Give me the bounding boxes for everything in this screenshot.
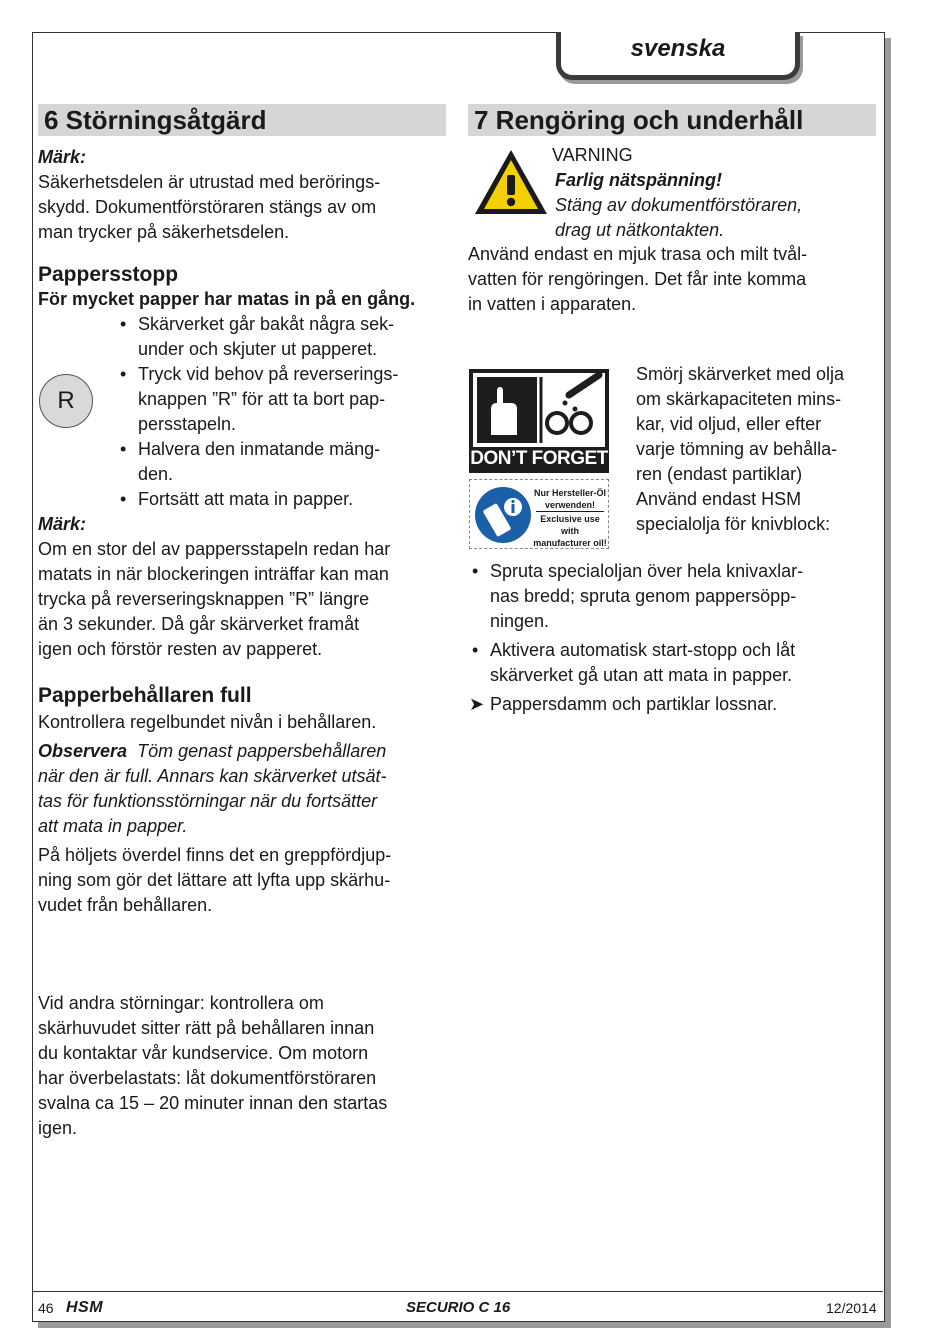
footer-rule [32, 1291, 883, 1292]
result-line: ➤ Pappersdamm och partiklar lossnar. [468, 692, 878, 717]
document-date: 12/2014 [826, 1300, 877, 1316]
note-line: skydd. Dokumentförstöraren stängs av om [38, 197, 377, 217]
lid-line: vudet från behållaren. [38, 895, 213, 915]
reverse-key-icon: R [39, 374, 93, 428]
observe-line: när den är full. Annars kan skärverket utsät- [38, 766, 387, 786]
bin-full-heading: Papperbehållaren full [38, 684, 252, 707]
oil-machine-icon [469, 369, 609, 449]
other-faults-text: Vid andra störningar: kontrollera om skärhuvudet sitter rätt på behållaren innan du kontaktar vår kundservice. Om motorn har överbelastats: låt dokumentförstöraren svalna ca 15 – 20 minuter innan den startas igen. [38, 993, 388, 1138]
lid-line: På höljets överdel finns det en greppfördjup- [38, 845, 392, 865]
note-line: man trycker på säkerhetsdelen. [38, 222, 290, 242]
warning-block [552, 143, 872, 243]
list-item: • Skärverket går bakåt några sek- under och skjuter ut papperet. [116, 312, 458, 362]
observe-label: Observera [38, 741, 128, 761]
paper-jam-steps [116, 312, 458, 512]
oil-info-sign [469, 479, 609, 549]
dont-forget-label: DON’T FORGET [470, 448, 608, 469]
warning-line: drag ut nätkontakten. [555, 220, 725, 240]
paper-jam-heading: Pappersstopp [38, 263, 179, 286]
arrow-right-icon: ➤ [469, 694, 485, 714]
note-line: matats in när blockeringen inträffar kan man [38, 564, 389, 584]
list-item: • Aktivera automatisk start-stopp och låt skärverket gå utan att mata in papper. [468, 638, 878, 688]
section-6-column [38, 145, 458, 918]
oil-step-list [468, 559, 878, 688]
dont-forget-sign [469, 369, 609, 473]
note-line: än 3 sekunder. Då går skärverket framåt [38, 614, 360, 634]
note-line: igen och förstör resten av papperet. [38, 639, 323, 659]
warning-triangle-icon [472, 147, 550, 217]
list-item: • Halvera den inmatande mäng- den. [116, 437, 458, 487]
brand-logo: HSM [66, 1299, 104, 1316]
bin-full-text: Kontrollera regelbundet nivån i behållaren. [38, 712, 377, 732]
observe-line: tas för funktionsstörningar när du fortsätter [38, 791, 378, 811]
observe-line: Observera Töm genast pappersbehållaren [38, 741, 387, 761]
cleaning-text: Använd endast en mjuk trasa och milt tvål- vatten för rengöringen. Det får inte komma in vatten i apparaten. [468, 244, 808, 314]
warning-subtitle: Farlig nätspänning! [555, 170, 723, 190]
warning-title: VARNING [552, 145, 633, 165]
list-item: • Spruta specialoljan över hela knivaxlar- nas bredd; spruta genom pappersöpp- ningen. [468, 559, 878, 634]
language-tab: svenska [556, 32, 800, 80]
note-line: Om en stor del av pappersstapeln redan har [38, 539, 391, 559]
note-label: Märk: [38, 514, 87, 534]
info-oil-icon [473, 485, 533, 545]
paper-jam-intro: För mycket papper har matas in på en gång. [38, 289, 416, 309]
lid-line: ning som gör det lättare att lyfta upp skärhu- [38, 870, 391, 890]
oil-text: Smörj skärverket med olja om skärkapaciteten mins- kar, vid oljud, eller efter varje tömning av behålla- ren (endast partiklar) Använd endast HSM specialolja för knivblock: [636, 364, 845, 534]
page-number: 46 [38, 1300, 54, 1316]
oil-steps [468, 559, 878, 717]
oil-info-text: Nur Hersteller-Öl verwenden! Exclusive use with manufacturer oil! [533, 488, 607, 548]
model-name: SECURIO C 16 [406, 1299, 511, 1316]
section-7-heading: 7 Rengöring och underhåll [468, 104, 876, 136]
note-line: trycka på reverseringsknappen ”R” längre [38, 589, 370, 609]
list-item: • Tryck vid behov på reverserings- knappen ”R” för att ta bort pap- persstapeln. [116, 362, 458, 437]
warning-line: Stäng av dokumentförstöraren, [555, 195, 803, 215]
observe-line: att mata in papper. [38, 816, 188, 836]
list-item: • Fortsätt att mata in papper. [116, 487, 458, 512]
note-line: Säkerhetsdelen är utrustad med berörings- [38, 172, 381, 192]
section-6-heading: 6 Störningsåtgärd [38, 104, 446, 136]
note-label: Märk: [38, 147, 87, 167]
